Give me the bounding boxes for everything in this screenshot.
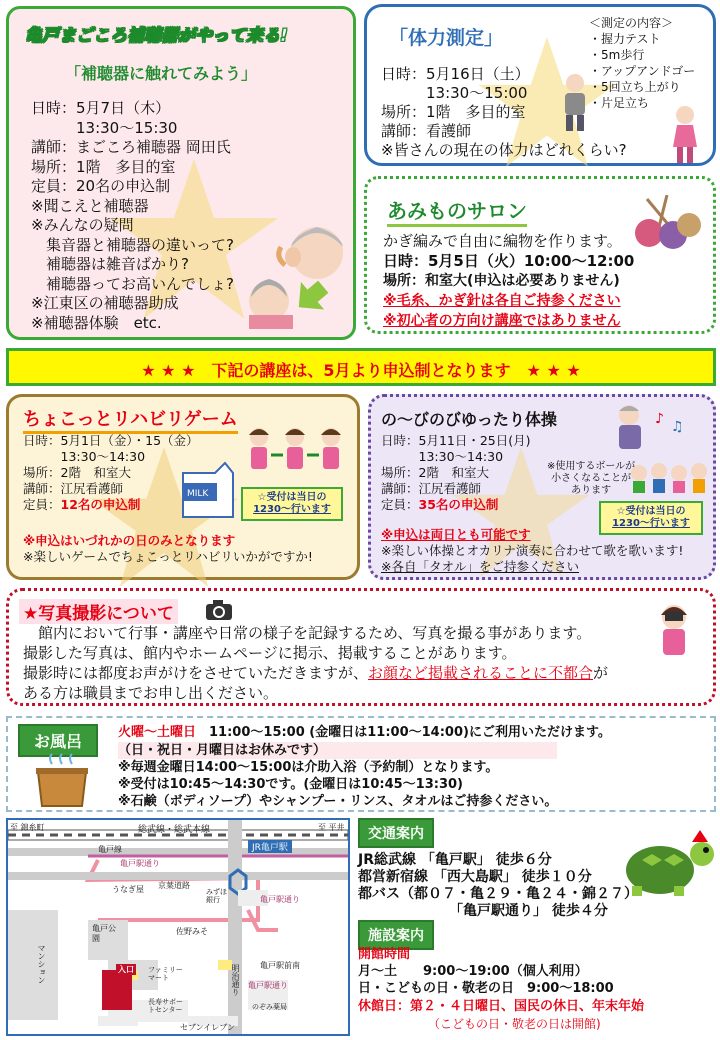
access-line: 都営新宿線 「西大島駅」 徒歩１０分: [358, 869, 592, 885]
detail-line: かぎ編みで自由に編物を作ります。: [383, 232, 622, 250]
fitness-test-box: [364, 4, 716, 166]
detail-line: ※江東区の補聴器助成: [31, 294, 179, 312]
bath-info-box: [6, 716, 716, 812]
capacity-value: 35名の申込制: [418, 497, 499, 512]
contents-item: ・アップアンドゴー: [589, 64, 696, 78]
detail-line: 13:30～14:30: [381, 449, 504, 464]
photo-line: 撮影時には都度お声がけをさせていただきますが、: [23, 664, 369, 682]
bath-details: [118, 742, 557, 810]
detail-line: 場所：2階 和室大: [23, 465, 131, 480]
map-label: 総武線・総武本線: [138, 825, 211, 835]
access-line: JR総武線 「亀戸駅」 徒歩６分: [358, 852, 552, 868]
capacity-value: 12名の申込制: [60, 497, 141, 512]
facility-details: [358, 946, 644, 1033]
banner-text: ★ ★ ★ 下記の講座は、5月より申込制となります ★ ★ ★: [141, 361, 581, 380]
photo-line: ある方は職員までお申し出ください。: [23, 684, 279, 702]
facility-line: 日・こどもの日・敬老の日 9:00～18:00: [358, 981, 614, 996]
access-details: [358, 852, 638, 920]
hearing-aid-event-box: [6, 6, 356, 340]
bath-time: 11:00～15:00 (金曜日は11:00～14:00)にご利用いただけます。: [196, 725, 611, 740]
capacity-label: 定員：: [381, 497, 419, 512]
reception-notice: [241, 487, 343, 521]
milk-label: MILK: [187, 489, 209, 499]
elderly-woman-exercise-icon: [663, 105, 707, 165]
exercise-red-note: ※申込は両日とも可能です: [381, 527, 531, 542]
rehab-red-note: ※申込はいづれかの日のみとなります: [23, 533, 236, 548]
detail-line: 日時：5月11日・25日(月): [381, 433, 531, 448]
detail-line: 集音器と補聴器の違いって?: [31, 235, 234, 254]
map-station-label: JR亀戸駅: [248, 840, 292, 853]
map-label: 亀戸線: [98, 845, 122, 854]
detail-line: 日時：5月5日（火）10:00～12:00: [383, 252, 635, 270]
fitness-title: 「体力測定」: [389, 27, 504, 49]
detail-line: 場所：和室大(申込は必要ありません): [383, 273, 620, 289]
detail-line: 定員：20名の申込制: [31, 177, 171, 195]
notice-line: 1230～行います: [612, 518, 690, 529]
detail-line: 講師：江尻看護師: [23, 481, 124, 496]
hours-title: 開館時間: [358, 947, 411, 962]
photo-line: 撮影した写真は、館内やホームページに掲示、掲載することがあります。: [23, 644, 517, 662]
capacity-label: 定員：: [23, 497, 61, 512]
rehab-game-box: [6, 394, 360, 580]
map-label: マンション: [37, 944, 46, 984]
photo-red-text: お顔など掲載されることに不都合: [368, 664, 594, 682]
map-label: 至 錦糸町: [10, 823, 45, 832]
exercise-note: ※各自「タオル」をご持参ください: [381, 559, 579, 574]
area-map: [6, 818, 350, 1036]
contents-item: ・握力テスト: [589, 32, 661, 46]
exercise-note: ※楽しい体操とオカリナ演奏に合わせて歌を歌います!: [381, 543, 684, 558]
facility-line: 月～土 9:00～19:00（個人利用）: [358, 964, 588, 979]
bath-line: ※受付は10:45～14:30です。(金曜日は10:45～13:30): [118, 777, 464, 792]
detail-line: 日時：5月16日（土）: [381, 65, 530, 83]
people-exercising-icon: [243, 425, 347, 475]
detail-line: 13:30～14:30: [23, 449, 146, 464]
stretch-exercise-box: [368, 394, 716, 580]
detail-line: 講師：江尻看護師: [381, 481, 482, 496]
reception-notice: [599, 501, 703, 535]
ball-note-line: 小さくなることが: [551, 473, 632, 484]
photo-title: ★写真撮影について: [19, 599, 178, 624]
map-label: 亀戸駅前南: [260, 961, 300, 970]
contents-item: ・5m歩行: [589, 48, 645, 62]
red-note: ※初心者の方向け講座ではありません: [383, 313, 621, 329]
bath-line: ※毎週金曜日14:00～15:00は介助入浴（予約制）となります。: [118, 760, 499, 775]
notice-line: 1230～行います: [253, 504, 331, 515]
bath-days: 火曜～土曜日: [118, 725, 197, 740]
map-label: ファミリーマート: [148, 966, 183, 982]
photo-details: [23, 623, 608, 703]
detail-line: ※みんなの疑問: [31, 216, 134, 234]
map-entrance-label: 入口: [118, 965, 134, 974]
photographer-icon: [649, 601, 699, 661]
contents-item: ・片足立ち: [589, 96, 650, 110]
notice-line: ☆受付は当日の: [616, 506, 686, 517]
fitness-contents: [589, 15, 695, 111]
detail-line: ※補聴器体験 etc.: [31, 313, 162, 332]
access-tag: 交通案内: [358, 818, 434, 848]
map-label: のぞみ薬局: [252, 1003, 287, 1011]
exercise-title: の～びのびゆったり体操: [381, 410, 557, 429]
detail-line: ※聞こえと補聴器: [31, 196, 149, 215]
detail-line: 講師：まごころ補聴器 岡田氏: [31, 138, 231, 156]
yarn-balls-icon: [627, 195, 703, 251]
red-note: ※毛糸、かぎ針は各自ご持参ください: [383, 293, 621, 309]
photography-notice-box: [6, 588, 716, 706]
contents-title: ＜測定の内容＞: [589, 16, 674, 30]
map-label: 明治通り: [231, 964, 240, 996]
map-label: 亀戸駅通り: [260, 895, 300, 904]
detail-line: 13:30～15:00: [381, 84, 528, 102]
map-label: 亀戸公園: [92, 924, 116, 943]
detail-line: 講師：看護師: [381, 122, 472, 140]
rehab-note: ※楽しいゲームでちょこっとリハビリいかがですか!: [23, 549, 313, 564]
elderly-man-walking-icon: [555, 73, 595, 133]
contents-item: ・5回立ち上がり: [589, 80, 681, 94]
map-label: 佐野みそ: [176, 927, 208, 936]
bath-line: （日・祝日・月曜日はお休みです）: [118, 742, 557, 759]
camera-icon: [205, 599, 233, 621]
detail-line: 日時：5月7日（木）: [31, 99, 171, 117]
svg-text:♪: ♪: [655, 411, 664, 427]
detail-line: 場所：1階 多目的室: [31, 157, 176, 176]
rehab-title: ちょこっとリハビリゲーム: [23, 405, 238, 434]
rehab-details: [23, 433, 199, 513]
detail-line: 場所：2階 和室大: [381, 465, 489, 480]
photo-line: 館内において行事・講座や日常の様子を記録するため、写真を撮る事があります。: [23, 624, 592, 642]
detail-line: 13:30～15:30: [31, 118, 178, 137]
bath-line: ※石鹸（ボディソープ）やシャンプー・リンス、タオルはご持参ください。: [118, 794, 558, 809]
detail-line: 補聴器は雑音ばかり?: [31, 255, 189, 273]
elderly-hearing-illustration-icon: [245, 217, 351, 329]
hearing-subtitle: 「補聴器に触れてみよう」: [65, 64, 258, 83]
map-label: 亀戸駅通り: [248, 981, 288, 990]
hearing-title: 亀戸まごころ補聴器がやって来る!: [25, 26, 288, 46]
map-label: みずほ銀行: [206, 888, 227, 904]
map-label: うなぎ屋: [112, 885, 144, 894]
map-label: セブンイレブン: [180, 1023, 235, 1032]
knit-details: [383, 231, 634, 331]
map-label: 長寿サポートセンター: [148, 998, 183, 1014]
svg-text:♫: ♫: [671, 419, 684, 435]
hearing-details: [31, 99, 234, 333]
notice-line: ☆受付は当日の: [257, 492, 327, 503]
detail-line: 日時：5月1日（金）・15（金）: [23, 433, 199, 448]
access-line: 都バス（都０７・亀２９・亀２４・錦２７）: [358, 886, 638, 902]
access-line: 「亀戸駅通り」 徒歩４分: [358, 903, 608, 919]
photo-line: が: [593, 664, 609, 682]
bath-tub-icon: [32, 752, 92, 808]
bath-tag: お風呂: [18, 724, 98, 757]
knit-title: あみものサロン: [387, 195, 527, 227]
detail-line: 場所：1階 多目的室: [381, 103, 526, 121]
exercise-details: [381, 433, 531, 513]
milk-carton-icon: [175, 459, 239, 521]
detail-line: 補聴器ってお高いんでしょ?: [31, 274, 234, 293]
closed-days: 休館日：第２・４日曜日、国民の休日、年末年始: [358, 999, 645, 1014]
ball-note-line: あります: [571, 485, 612, 496]
ball-note-line: ※使用するボールが: [547, 461, 636, 472]
map-label: 亀戸駅通り: [120, 859, 160, 868]
map-label: 至 平井: [318, 823, 345, 832]
knitting-salon-box: [364, 176, 716, 334]
bath-hours: [118, 724, 611, 742]
facility-tag: 施設案内: [358, 920, 434, 950]
map-label: 京葉道路: [158, 881, 190, 890]
closed-note: （こどもの日・敬老の日は開館): [428, 1017, 601, 1031]
detail-line: ※皆さんの現在の体力はどれくらい?: [381, 141, 627, 159]
registration-banner: [6, 348, 716, 386]
ball-note: [547, 461, 635, 497]
